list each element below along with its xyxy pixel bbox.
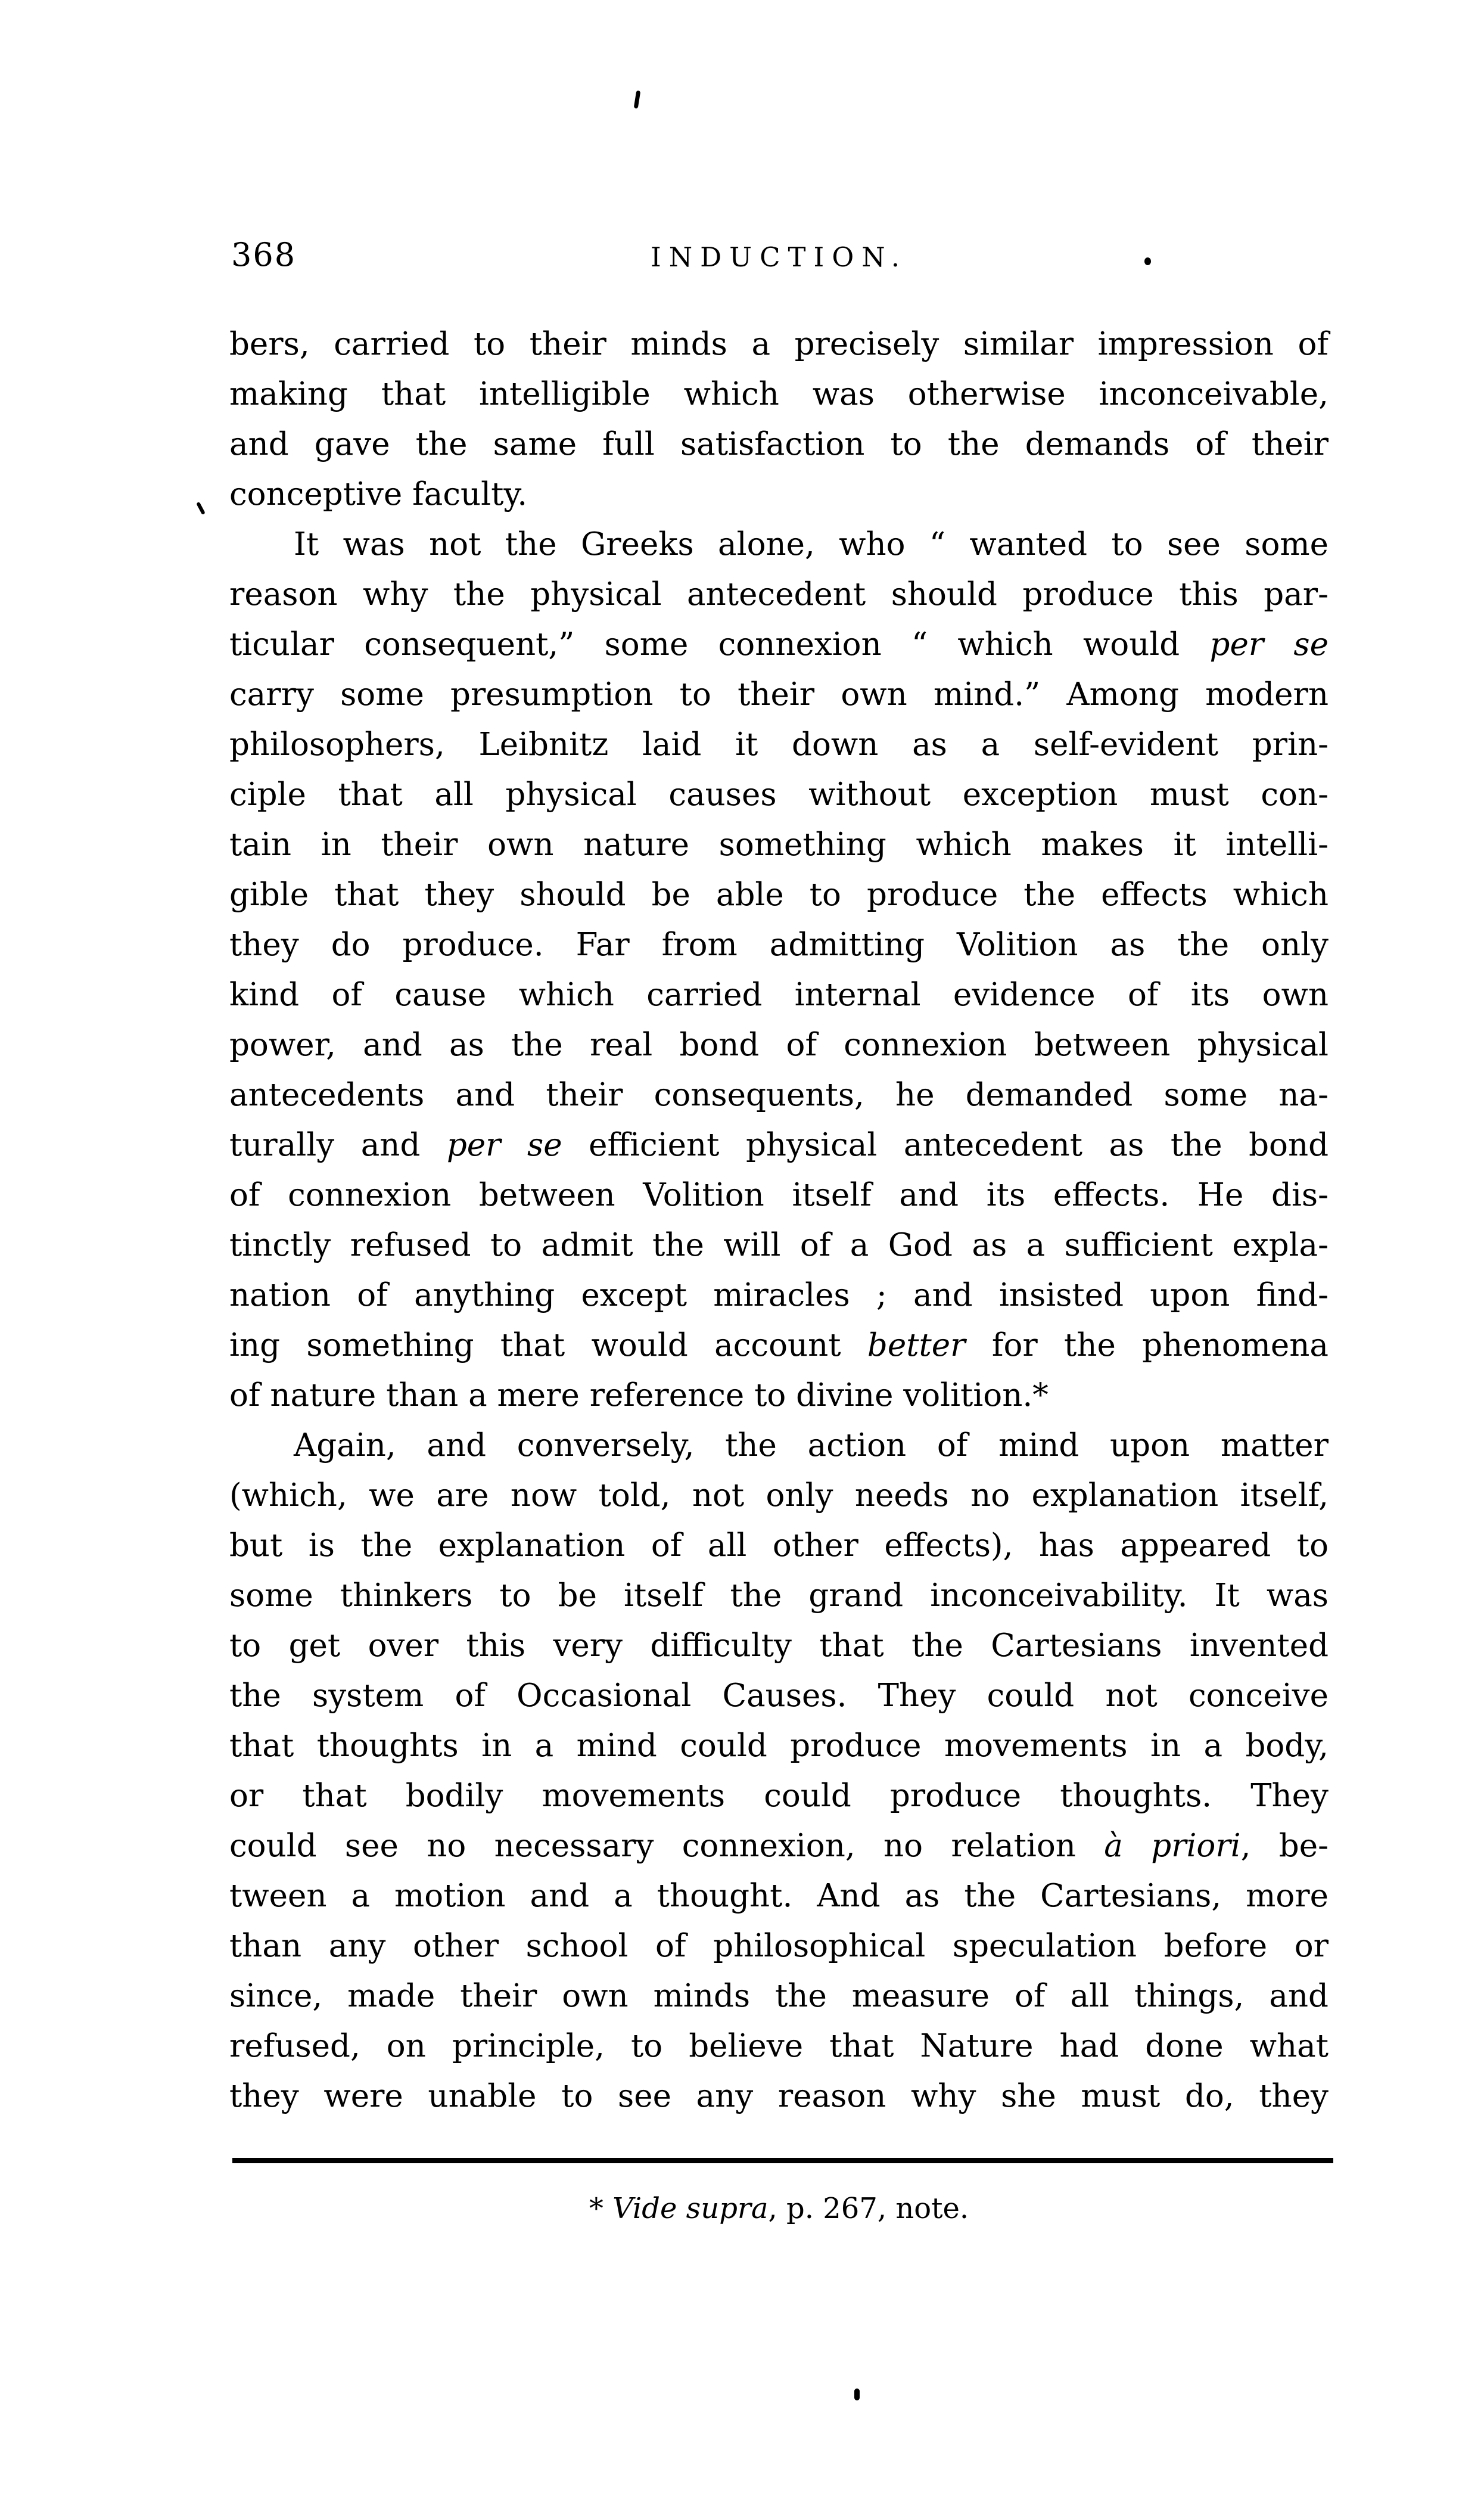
text-line <box>229 520 1329 570</box>
ink-speck-top <box>634 91 641 109</box>
text-segment: ticular consequent,” some connexion “ which would <box>229 626 1210 663</box>
text-segment: they were unable to see any reason why she must do, they <box>229 2078 1329 2114</box>
text-line <box>229 319 1329 369</box>
text-line <box>229 1120 1329 1170</box>
text-line <box>229 820 1329 870</box>
text-line <box>229 2021 1329 2071</box>
italic-text-segment: per se <box>1209 626 1329 663</box>
text-segment: some thinkers to be itself the grand inconceivability. It was <box>229 1577 1329 1614</box>
text-line <box>229 1971 1329 2021</box>
text-segment: * <box>589 2192 613 2225</box>
paragraph <box>229 1421 1329 2122</box>
text-segment: making that intelligible which was otherwise inconceivable, <box>229 376 1329 412</box>
paragraph <box>229 520 1329 1421</box>
text-segment: It was not the Greeks alone, who “ wanted to see some <box>294 526 1329 563</box>
text-line <box>229 1871 1329 1921</box>
italic-text-segment: Vide supra <box>612 2192 769 2225</box>
text-segment: ciple that all physical causes without exception must con- <box>229 776 1329 813</box>
footnote-text <box>229 2186 1329 2231</box>
text-segment: conceptive faculty. <box>229 476 528 513</box>
paragraph <box>229 319 1329 520</box>
text-segment: since, made their own minds the measure of all things, and <box>229 1978 1329 2014</box>
text-segment: for the phenomena <box>965 1327 1329 1363</box>
text-line <box>229 1921 1329 1971</box>
text-segment: Again, and conversely, the action of mind upon matter <box>294 1427 1329 1464</box>
text-line <box>229 620 1329 670</box>
header-ink-dot <box>1144 257 1151 265</box>
text-segment: tain in their own nature something which makes it intelli- <box>229 827 1329 863</box>
footnote-rule <box>232 2158 1333 2163</box>
text-line <box>229 570 1329 620</box>
italic-text-segment: better <box>867 1327 966 1363</box>
text-segment: turally and <box>229 1127 447 1163</box>
running-title: INDUCTION. <box>650 241 908 273</box>
text-segment: tween a motion and a thought. And as the Cartesians, more <box>229 1878 1329 1914</box>
text-segment: could see no necessary connexion, no relation <box>229 1828 1105 1864</box>
text-segment: that thoughts in a mind could produce movements in a body, <box>229 1728 1329 1764</box>
text-segment: the system of Occasional Causes. They could not conceive <box>229 1678 1329 1714</box>
text-segment: bers, carried to their minds a precisely similar impression of <box>229 326 1329 362</box>
text-segment: carry some presumption to their own mind.” Among modern <box>229 676 1329 713</box>
text-line <box>229 1621 1329 1671</box>
text-line <box>229 1421 1329 1471</box>
text-segment: or that bodily movements could produce thoughts. They <box>229 1778 1329 1814</box>
text-line <box>229 1521 1329 1571</box>
text-segment: ing something that would account <box>229 1327 867 1363</box>
text-segment: than any other school of philosophical speculation before or <box>229 1928 1329 1964</box>
text-line <box>229 470 1329 520</box>
text-line <box>229 1020 1329 1070</box>
text-segment: power, and as the real bond of connexion between physical <box>229 1027 1329 1063</box>
text-segment: of connexion between Volition itself and its effects. He dis- <box>229 1177 1329 1213</box>
text-segment: refused, on principle, to believe that Nature had done what <box>229 2028 1329 2064</box>
ink-speck-left-margin <box>196 502 206 515</box>
text-line <box>229 1821 1329 1871</box>
text-line <box>229 720 1329 770</box>
text-line <box>229 920 1329 970</box>
text-line <box>229 1271 1329 1321</box>
text-segment: nation of anything except miracles ; and insisted upon find- <box>229 1277 1329 1313</box>
text-line <box>229 1471 1329 1521</box>
text-segment: kind of cause which carried internal evidence of its own <box>229 977 1329 1013</box>
text-line <box>229 1070 1329 1120</box>
ink-speck-bottom <box>854 2388 860 2400</box>
text-line <box>229 1771 1329 1821</box>
text-segment: , be- <box>1240 1828 1329 1864</box>
text-line <box>229 1571 1329 1621</box>
text-segment: (which, we are now told, not only needs no explanation itself, <box>229 1477 1329 1514</box>
text-line <box>229 2071 1329 2122</box>
text-line <box>229 1721 1329 1771</box>
text-line <box>229 970 1329 1020</box>
text-line <box>229 670 1329 720</box>
text-segment: to get over this very difficulty that the Cartesians invented <box>229 1627 1329 1664</box>
text-line <box>229 870 1329 920</box>
text-line <box>229 1220 1329 1271</box>
text-line <box>229 1170 1329 1220</box>
text-line <box>229 1321 1329 1371</box>
text-line <box>229 770 1329 820</box>
text-segment: efficient physical antecedent as the bond <box>562 1127 1329 1163</box>
text-segment: antecedents and their consequents, he demanded some na- <box>229 1077 1329 1113</box>
text-line <box>229 1371 1329 1421</box>
text-line <box>229 1671 1329 1721</box>
text-block <box>229 319 1329 2122</box>
text-segment: of nature than a mere reference to divine volition.* <box>229 1377 1049 1414</box>
text-segment: gible that they should be able to produce the effects which <box>229 877 1329 913</box>
text-segment: but is the explanation of all other effects), has appeared to <box>229 1527 1329 1564</box>
page-number: 368 <box>231 236 297 274</box>
text-segment: reason why the physical antecedent should produce this par- <box>229 576 1329 613</box>
text-line <box>229 420 1329 470</box>
text-segment: and gave the same full satisfaction to the demands of their <box>229 426 1329 462</box>
text-line <box>229 369 1329 420</box>
italic-text-segment: per se <box>446 1127 562 1163</box>
text-segment: philosophers, Leibnitz laid it down as a self-evident prin- <box>229 726 1329 763</box>
italic-text-segment: à priori <box>1104 1828 1241 1864</box>
text-segment: tinctly refused to admit the will of a God as a sufficient expla- <box>229 1227 1329 1263</box>
text-segment: , p. 267, note. <box>768 2192 969 2225</box>
text-segment: they do produce. Far from admitting Volition as the only <box>229 927 1329 963</box>
